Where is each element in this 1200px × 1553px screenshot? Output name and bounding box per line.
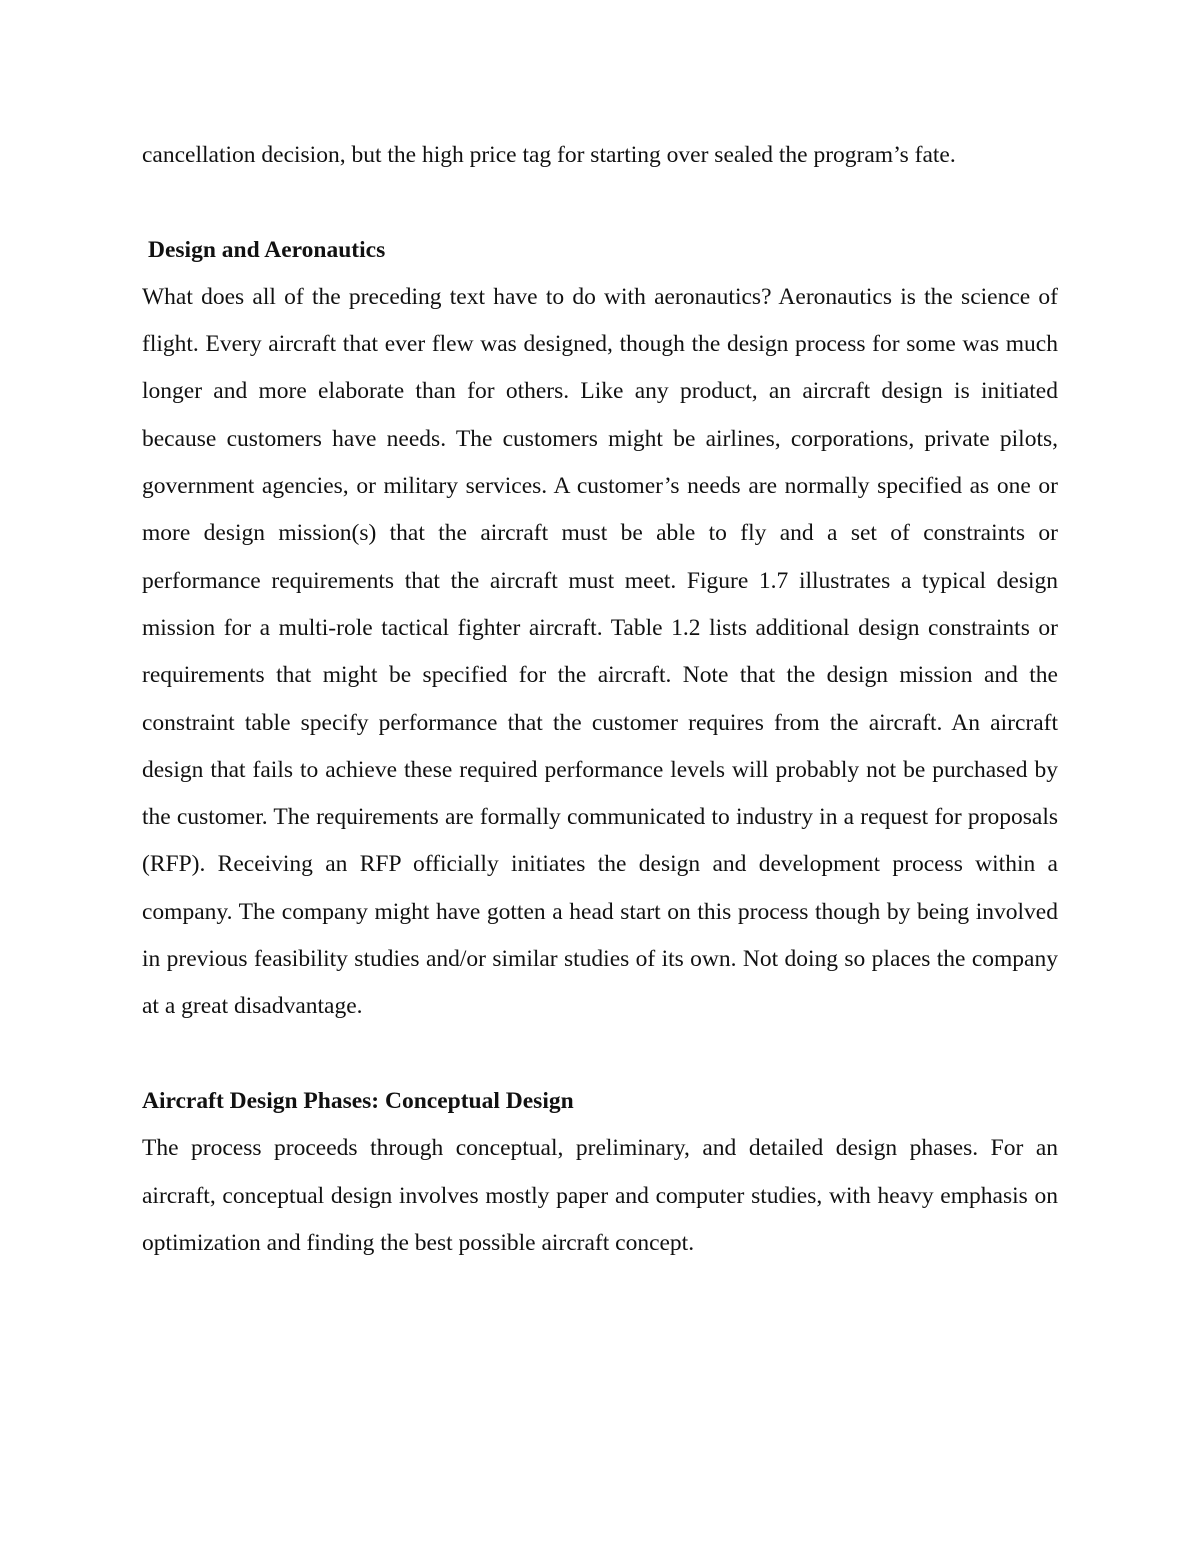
section-body-conceptual-design: The process proceeds through conceptual, preliminary, and detailed design phases. For an aircraft, conceptual design involves mostly paper and computer studies, with heavy emphasis on optimization and finding the best possible aircraft concept. [142,1135,1058,1256]
section-heading-conceptual-design: Aircraft Design Phases: Conceptual Design [142,1087,574,1114]
paragraph-spacer [142,1031,1058,1078]
paragraph-spacer [142,179,1058,226]
section-body-design-aeronautics: What does all of the preceding text have to do with aeronautics? Aeronautics is the science of flight. Every aircraft that ever flew was designed, though the design process for some was much longer and more elaborate than for others. Like any product, an aircraft design is initiated because customers have needs. The customers might be airlines, corporations, private pilots, government agencies, or military services. A customer’s needs are normally specified as one or more design mission(s) that the aircraft must be able to fly and a set of constraints or performance requirements that the aircraft must meet. Figure 1.7 illustrates a typical design mission for a multi-role tactical fighter aircraft. Table 1.2 lists additional design constraints or requirements that might be specified for the aircraft. Note that the design mission and the constraint table specify performance that the customer requires from the aircraft. An aircraft design that fails to achieve these required performance levels will probably not be purchased by the customer. The requirements are formally communicated to industry in a request for proposals (RFP). Receiving an RFP officially initiates the design and development process within a company. The company might have gotten a head start on this process though by being involved in previous feasibility studies and/or similar studies of its own. Not doing so places the company at a great disadvantage. [142,283,1058,1020]
section-heading-design-aeronautics: Design and Aeronautics [148,236,386,263]
page-content [142,132,1058,1267]
intro-paragraph: cancellation decision, but the high price tag for starting over sealed the program’s fate. [142,142,956,168]
